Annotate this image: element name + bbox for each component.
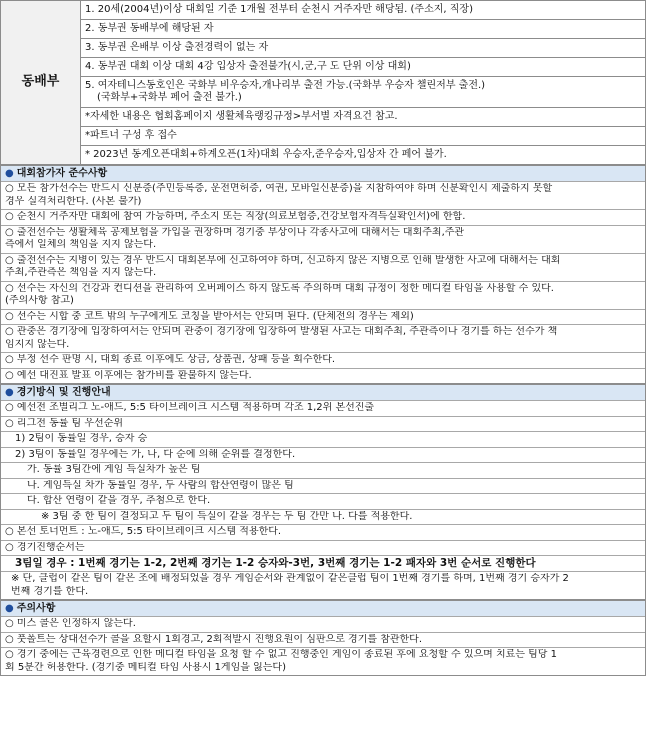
bullet-icon: ● xyxy=(5,168,14,179)
eligibility-line: (국화부+국화부 페어 출전 불가.) xyxy=(97,92,242,103)
rule-item xyxy=(1,616,645,632)
rule-line: ※ 3팀 중 한 팀이 결정되고 두 팀이 득실이 같을 경우는 두 팀 간만 나. 다를 적용한다. xyxy=(41,510,413,522)
rule-line: 번째 경기를 한다. xyxy=(11,585,89,597)
rule-item xyxy=(1,540,645,556)
rule-line: 임지지 않는다. xyxy=(5,338,70,350)
rules-section xyxy=(0,384,646,600)
rule-line: 2) 3팀이 동률일 경우에는 가, 나, 다 순에 의해 순위를 결정한다. xyxy=(15,448,296,460)
section-header xyxy=(1,165,645,181)
rule-item xyxy=(1,181,645,209)
section-header xyxy=(1,600,645,616)
bullet-icon: ● xyxy=(5,603,14,615)
rule-item xyxy=(1,400,645,416)
rule-line: ○ 경기 중에는 근육경련으로 인한 메디컬 타임을 요청 할 수 없고 진행중인 게임이 종료된 후에 요청할 수 있으며 치료는 팀당 1 xyxy=(5,649,558,661)
rule-line: 주최,주관측은 책임을 지지 않는다. xyxy=(5,267,157,278)
rule-line: ○ 미스 콜은 인정하지 않는다. xyxy=(5,618,136,630)
rule-item xyxy=(1,368,645,384)
eligibility-row xyxy=(1,20,646,39)
eligibility-row xyxy=(1,1,646,20)
section-title: 주의사항 xyxy=(16,603,56,615)
eligibility-cell: 1. 20세(2004년)이상 대회일 기준 1개월 전부터 순천시 거주자만 해당됨. (주소지, 직장) xyxy=(81,1,646,20)
rule-line: 1) 2팀이 동률일 경우, 승자 승 xyxy=(15,433,148,444)
rule-item xyxy=(1,632,645,648)
eligibility-cell: *파트너 구성 후 접수 xyxy=(81,127,646,146)
rule-line: 측에서 일체의 책임을 지지 않는다. xyxy=(5,239,157,250)
rule-line: ○ 예선 대진표 발표 이후에는 참가비를 환불하지 않는다. xyxy=(5,369,252,381)
rule-line: 회 5분간 허용한다. (경기중 메티컬 타임 사용시 1게임을 잃는다) xyxy=(5,661,286,673)
rule-item xyxy=(1,416,645,432)
eligibility-row xyxy=(1,77,646,108)
rule-line: ○ 출전선수는 생활체육 공제보험을 가입을 권장하며 경기중 부상이나 각종사고에 대해서는 대회주최,주관 xyxy=(5,226,465,238)
rules-section xyxy=(0,165,646,384)
rule-item xyxy=(1,225,645,253)
rule-line: ○ 예선전 조별리그 노-애드, 5:5 타이브레이크 시스템 적용하며 각조 1,2위 본선진출 xyxy=(5,402,375,413)
rule-line: ○ 선수는 시합 중 코트 밖의 누구에게도 코칭을 받아서는 안되며 된다. (단체전의 경우는 제외) xyxy=(5,310,414,322)
rule-item xyxy=(1,352,645,368)
rule-line: ※ 단, 클럽이 같은 팀이 같은 조에 배정되었을 경우 게임순서와 관계없이 같은클럽 팀이 1번째 경기를 하며, 1번째 경기 승자가 2 xyxy=(11,573,569,585)
division-label: 동배부 xyxy=(1,1,81,165)
rule-line: ○ 경기진행순서는 xyxy=(5,541,85,553)
rule-line: 가. 동률 3팀간에 게임 득실차가 높은 팀 xyxy=(27,464,201,475)
eligibility-cell: 3. 동부권 은배부 이상 출전경력이 없는 자 xyxy=(81,39,646,58)
eligibility-cell: 2. 동부권 동배부에 해당된 자 xyxy=(81,20,646,39)
rules-section xyxy=(0,600,646,676)
rule-line: ○ 출전선수는 지병이 있는 경우 반드시 대회본부에 신고하여야 하며, 신고하지 않은 지병으로 인해 발생한 사고에 대해서는 대회 xyxy=(5,254,561,266)
rule-line: ○ 모든 참가선수는 반드시 신분증(주민등록증, 운전면허증, 여권, 모바일신분증)을 지참하여야 하며 신분확인시 제출하지 못할 xyxy=(5,183,553,194)
sections-container xyxy=(0,165,648,676)
rule-item xyxy=(1,462,645,478)
rule-item xyxy=(1,447,645,463)
rule-line: ○ 선수는 자신의 건강과 컨디션을 관리하여 오버페이스 하지 않도록 주의하며 대회 규정이 정한 메디컬 타임을 사용할 수 있다. xyxy=(5,282,554,294)
rule-item xyxy=(1,309,645,325)
rule-item xyxy=(1,478,645,494)
rule-item xyxy=(1,281,645,309)
bullet-icon: ● xyxy=(5,387,14,398)
rule-line: ○ 관중은 경기장에 입장하여서는 안되며 관중이 경기장에 입장하여 발생된 사고는 대회주최, 주관측이나 경기를 하는 선수가 책 xyxy=(5,326,558,337)
rule-item xyxy=(1,209,645,225)
rule-line: 3팀일 경우 : 1번째 경기는 1-2, 2번째 경기는 1-2 승자와-3번, 3번째 경기는 1-2 패자와 3번 순서로 진행한다 xyxy=(15,557,536,569)
rule-item xyxy=(1,647,645,675)
rule-item xyxy=(1,509,645,525)
rule-line: 경우 실격처리한다. (사본 불가) xyxy=(5,195,142,207)
eligibility-cell xyxy=(81,77,646,108)
eligibility-line: 5. 여자테니스동호인은 국화부 비우승자,개나리부 출전 가능.(국화부 우승자 챌린저부 출전.) xyxy=(85,79,486,91)
rule-item xyxy=(1,555,645,571)
rule-line: 나. 게임득실 차가 동률일 경우, 두 사람의 합산연령이 많은 팀 xyxy=(27,479,294,491)
rule-item xyxy=(1,253,645,281)
section-title: 경기방식 및 진행안내 xyxy=(16,387,111,398)
eligibility-cell: 4. 동부권 대회 이상 대회 4강 입상자 출전불가(시,군,구 도 단위 이상 대회) xyxy=(81,58,646,77)
section-title: 대회참가자 준수사항 xyxy=(16,168,108,179)
rule-line: ○ 순천시 거주자만 대회에 참여 가능하며, 주소지 또는 직장(의료보험증,건강보험자격득실확인서)에 한함. xyxy=(5,211,466,222)
rule-item xyxy=(1,324,645,352)
rule-line: ○ 본선 토너먼트 : 노-애드, 5:5 타이브레이크 시스템 적용한다. xyxy=(5,526,282,537)
eligibility-table xyxy=(0,0,646,165)
rule-line: 다. 합산 연령이 같을 경우, 추첨으로 한다. xyxy=(27,495,211,506)
rule-line: ○ 풋폴트는 상대선수가 콜을 요할시 1회경고, 2회적발시 진행요원이 심판으로 경기를 참관한다. xyxy=(5,633,423,645)
eligibility-cell: * 2023년 동계오픈대회+하계오픈(1차)대회 우승자,준우승자,입상자 간 페어 불가. xyxy=(81,146,646,165)
rule-item xyxy=(1,571,645,599)
section-header xyxy=(1,384,645,400)
eligibility-row xyxy=(1,108,646,127)
eligibility-row xyxy=(1,146,646,165)
eligibility-row xyxy=(1,39,646,58)
rule-item xyxy=(1,431,645,447)
eligibility-row xyxy=(1,58,646,77)
rule-line: ○ 리그전 동률 팀 우선순위 xyxy=(5,417,124,429)
eligibility-row xyxy=(1,127,646,146)
eligibility-cell: *자세한 내용은 협회홈페이지 생활체육랭킹규정>부서별 자격요건 참고. xyxy=(81,108,646,127)
rule-line: ○ 부정 선수 판명 시, 대회 종료 이후에도 상금, 상품권, 상패 등을 회수한다. xyxy=(5,354,336,365)
rule-item xyxy=(1,493,645,509)
rule-line: (주의사항 참고) xyxy=(5,295,74,306)
rule-item xyxy=(1,524,645,540)
